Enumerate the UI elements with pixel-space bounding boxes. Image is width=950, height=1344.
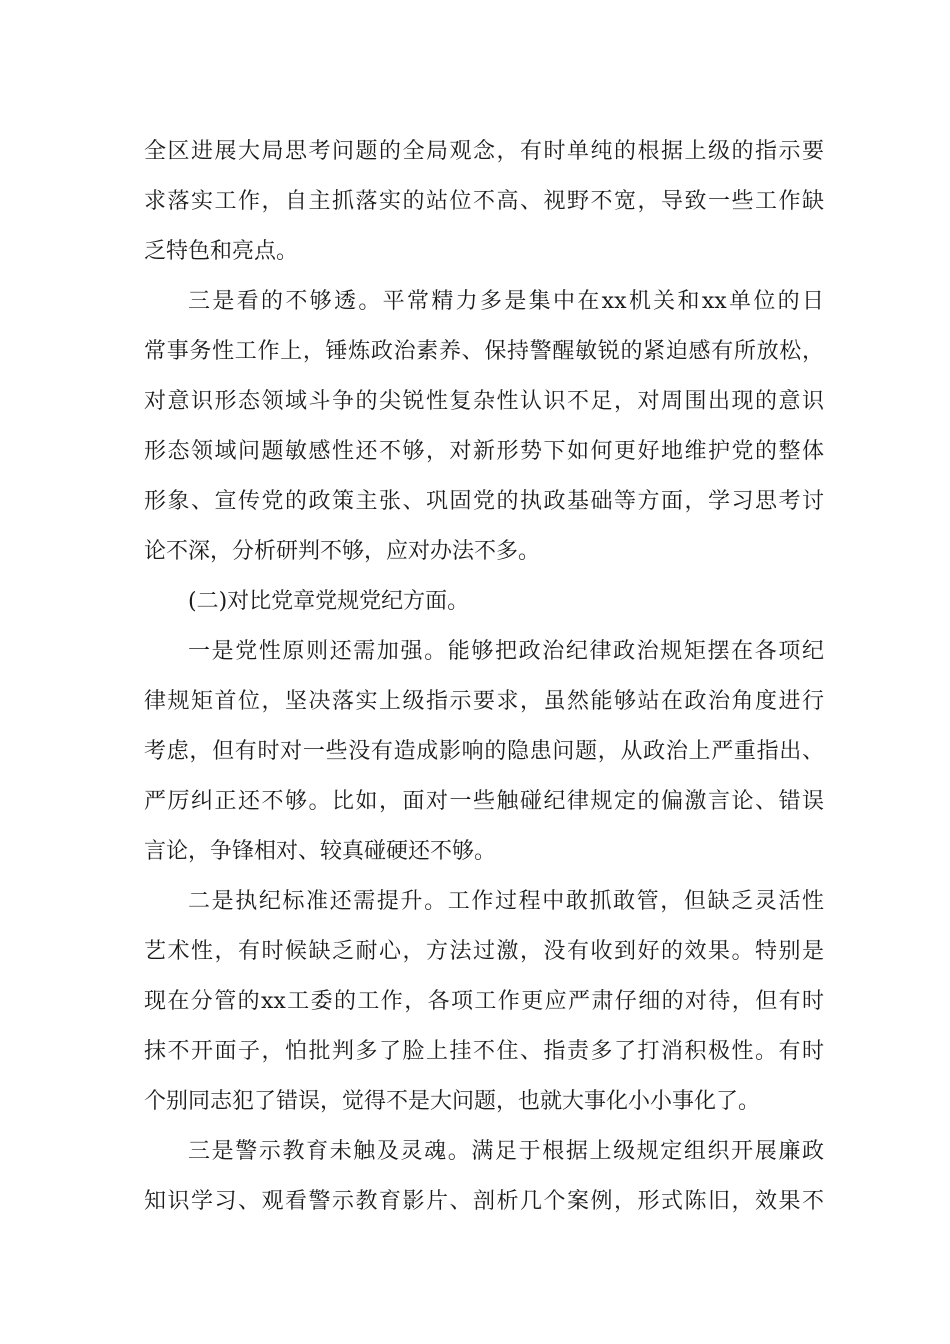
- text-line: 求落实工作，自主抓落实的站位不高、视野不宽，导致一些工作缺: [144, 189, 824, 214]
- text-line: 言论，争锋相对、较真碰硬还不够。: [144, 839, 497, 864]
- section-heading: (二)对比党章党规党纪方面。: [188, 589, 470, 614]
- text-line: 形象、宣传党的政策主张、巩固党的执政基础等方面，学习思考讨: [144, 489, 824, 514]
- text-line: 知识学习、观看警示教育影片、剖析几个案例，形式陈旧，效果不: [144, 1189, 824, 1214]
- text-line: 考虑，但有时对一些没有造成影响的隐患问题，从政治上严重指出、: [144, 739, 824, 764]
- text-line: 对意识形态领域斗争的尖锐性复杂性认识不足，对周围出现的意识: [144, 389, 824, 414]
- text-line: 全区进展大局思考问题的全局观念，有时单纯的根据上级的指示要: [144, 139, 824, 164]
- text-line: 个别同志犯了错误，觉得不是大问题，也就大事化小小事化了。: [144, 1089, 761, 1114]
- text-line: 艺术性，有时候缺乏耐心，方法过激，没有收到好的效果。特别是: [144, 939, 824, 964]
- text-line: 三是警示教育未触及灵魂。满足于根据上级规定组织开展廉政: [188, 1139, 824, 1164]
- text-line: 形态领域问题敏感性还不够，对新形势下如何更好地维护党的整体: [144, 439, 824, 464]
- text-line: 律规矩首位，坚决落实上级指示要求，虽然能够站在政治角度进行: [144, 689, 824, 714]
- text-line: 一是党性原则还需加强。能够把政治纪律政治规矩摆在各项纪: [188, 639, 824, 664]
- text-line: 抹不开面子，怕批判多了脸上挂不住、指责多了打消积极性。有时: [144, 1039, 824, 1064]
- text-line: 现在分管的xx工委的工作，各项工作更应严肃仔细的对待，但有时: [144, 989, 824, 1014]
- text-line: 常事务性工作上，锤炼政治素养、保持警醒敏锐的紧迫感有所放松，: [144, 339, 824, 364]
- text-line: 论不深，分析研判不够，应对办法不多。: [144, 539, 541, 564]
- text-line: 三是看的不够透。平常精力多是集中在xx机关和xx单位的日: [188, 289, 824, 314]
- text-line: 严厉纠正还不够。比如，面对一些触碰纪律规定的偏激言论、错误: [144, 789, 824, 814]
- text-line: 乏特色和亮点。: [144, 239, 299, 264]
- text-line: 二是执纪标准还需提升。工作过程中敢抓敢管，但缺乏灵活性: [188, 889, 824, 914]
